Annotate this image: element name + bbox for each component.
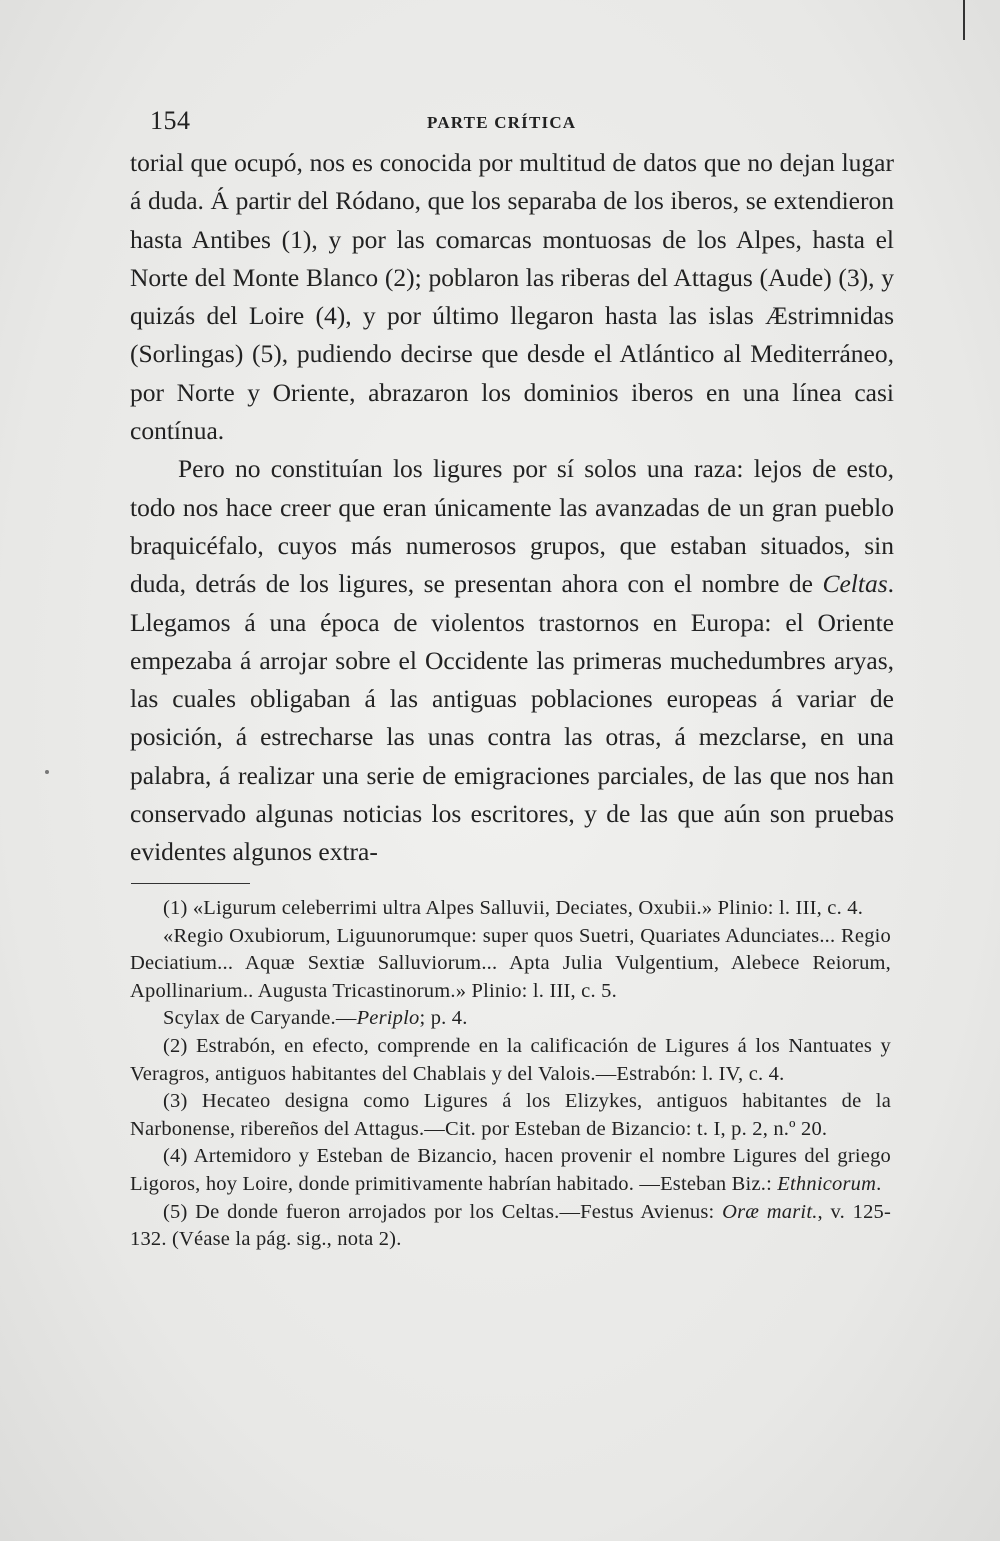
footnote-3: (3) Hecateo designa como Ligures á los Elizykes, antiguos habitantes de la Narbonense, ribereños del Attagus.—Cit. por Esteban de Bizancio: t. I, p. 2, n.º 20.: [130, 1090, 891, 1140]
footnotes: [130, 895, 891, 1254]
footnote-5-text: (5) De donde fueron arrojados por los Celtas.—Festus Avienus:: [163, 1200, 723, 1223]
paragraph-2-text-b: . Llegamos á una época de violentos trastornos en Europa: el Oriente empezaba á arrojar sobre el Occidente las primeras muchedumbres aryas, las cuales obligaban á las antiguas poblaciones europeas á variar de posición, á estrecharse las unas contra las otras, á mezclarse, en una palabra, á realizar una serie de emigraciones parciales, de las que nos han conservado algunas noticias los escritores, y de las que aún son pruebas evidentes algunos extra-: [130, 569, 894, 867]
footnote-1-scylax-text: Scylax de Caryande.—: [163, 1007, 357, 1030]
paragraph-2-text-a: Pero no constituían los ligures por sí solos una raza: lejos de esto, todo nos hace creer que eran únicamente las avanzadas de un gran pueblo braquicéfalo, cuyos más numerosos grupos, que estaban situados, sin duda, detrás de los ligures, se presentan ahora con el nombre de: [130, 454, 894, 599]
footnote-4-end: .: [876, 1172, 882, 1195]
page-number: 154: [150, 106, 191, 135]
footnote-5-italic: Oræ marit.: [722, 1200, 818, 1223]
footnote-4-text: (4) Artemidoro y Esteban de Bizancio, hacen provenir el nombre Ligures del griego Ligoros, hoy Loire, donde primitivamente habrían habitado. —Esteban Biz.:: [130, 1145, 891, 1195]
margin-speck: [45, 770, 49, 774]
paragraph-2-italic-celtas: Celtas: [822, 569, 888, 599]
paragraph-2: [130, 450, 894, 871]
page-header: [0, 106, 1000, 146]
paragraph-1: torial que ocupó, nos es conocida por multitud de datos que no dejan lugar á duda. Á partir del Ródano, que los separaba de los iberos, se extendieron hasta Antibes (1), y por las comarcas montuosas de los Alpes, hasta el Norte del Monte Blanco (2); poblaron las riberas del Attagus (Aude) (3), y quizás del Loire (4), y por último llegaron hasta las islas Æstrimnidas (Sorlingas) (5), pudiendo decirse que desde el Atlántico al Mediterráneo, por Norte y Oriente, abrazaron los dominios iberos en una línea casi contínua.: [130, 148, 894, 446]
footnote-5: [130, 1199, 891, 1254]
footnote-1-scylax-end: ; p. 4.: [419, 1007, 468, 1030]
main-text: [130, 144, 894, 872]
page-edge-mark: [963, 0, 965, 40]
footnote-4: [130, 1143, 891, 1198]
running-head: PARTE CRÍTICA: [427, 113, 577, 132]
footnote-5-end: , v. 125-132. (Véase la pág. sig., nota 2).: [130, 1200, 892, 1251]
footnote-1-scylax: [130, 1005, 891, 1033]
footnote-separator: [131, 883, 250, 884]
footnote-1-periplo-italic: Periplo: [356, 1007, 420, 1030]
footnote-1-continued: «Regio Oxubiorum, Liguunorumque: super quos Suetri, Quariates Adunciates... Regio Deciatium... Aquæ Sextiæ Salluviorum... Apta Julia Vulgentium, Alebece Reiorum, Apollinarium.. Augusta Tricastinorum.» Plinio: l. III, c. 5.: [130, 924, 891, 1002]
footnote-4-italic: Ethnicorum: [777, 1172, 877, 1195]
footnote-2: (2) Estrabón, en efecto, comprende en la calificación de Ligures á los Nantuates y Veragros, antiguos habitantes del Chablais y del Valois.—Estrabón: l. IV, c. 4.: [130, 1034, 891, 1085]
footnote-1: (1) «Ligurum celeberrimi ultra Alpes Salluvii, Deciates, Oxubii.» Plinio: l. III, c. 4.: [163, 897, 864, 919]
